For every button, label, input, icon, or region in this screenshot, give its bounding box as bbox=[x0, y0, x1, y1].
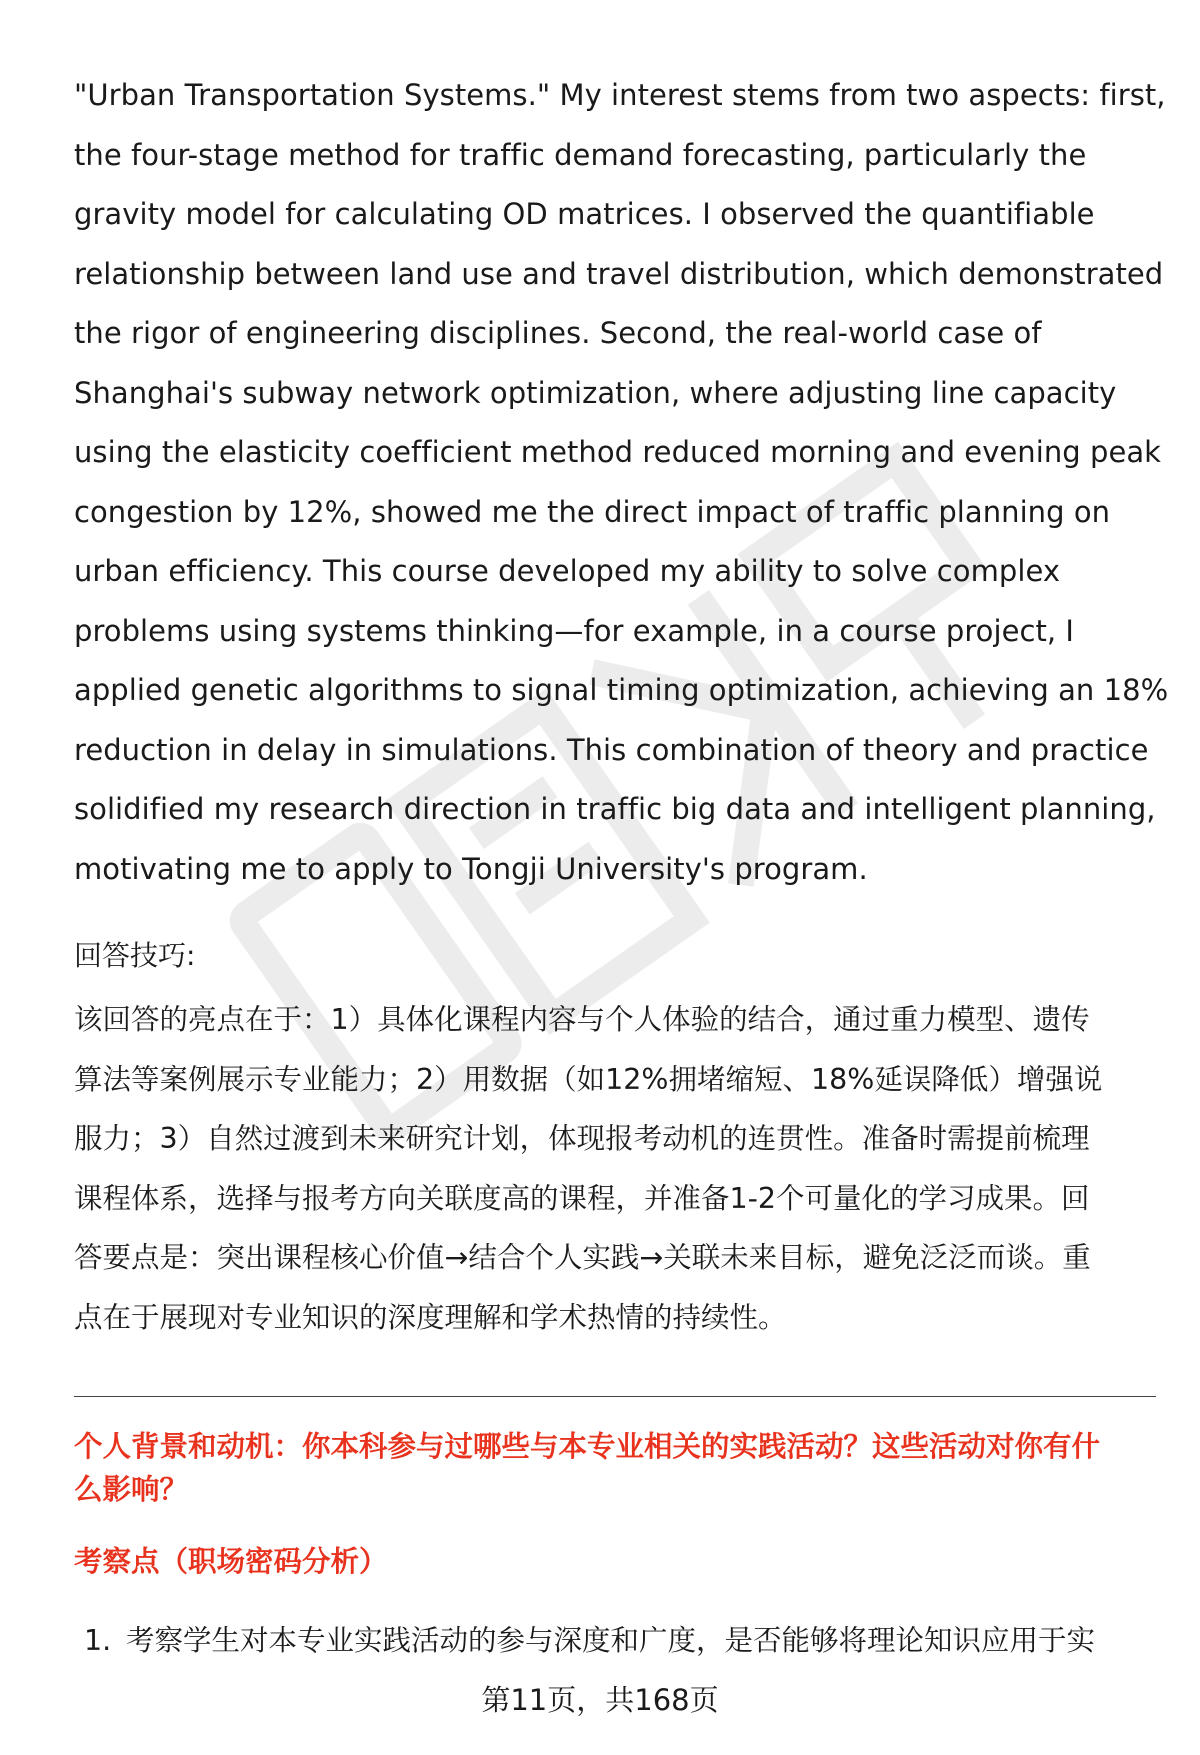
paragraph-line: applied genetic algorithms to signal timing optimization, achieving an 18% bbox=[74, 673, 1169, 707]
paragraph-line: the four-stage method for traffic demand forecasting, particularly the bbox=[74, 137, 1087, 172]
tips-line: 点在于展现对专业知识的深度理解和学术热情的持续性。 bbox=[74, 1300, 787, 1334]
paragraph-line: problems using systems thinking—for example, in a course project, I bbox=[74, 613, 1075, 648]
tips-heading: 回答技巧: bbox=[74, 939, 196, 972]
list-item bbox=[84, 1621, 1164, 1661]
answer-paragraph bbox=[74, 66, 1169, 899]
page-number: 第11页，共168页 bbox=[481, 1683, 719, 1717]
question-heading bbox=[74, 1425, 1164, 1511]
question-line: 么影响？ bbox=[74, 1473, 189, 1506]
tips-line: 课程体系，选择与报考方向关联度高的课程，并准备1-2个可量化的学习成果。回 bbox=[74, 1181, 1090, 1215]
list-item-number: 1. bbox=[84, 1624, 112, 1657]
paragraph-line: the rigor of engineering disciplines. Second, the real-world case of bbox=[74, 316, 1042, 350]
tips-paragraph bbox=[74, 990, 1154, 1347]
paragraph-line: solidified my research direction in traffic big data and intelligent planning, bbox=[74, 792, 1156, 826]
list-item-text: 考察学生对本专业实践活动的参与深度和广度，是否能够将理论知识应用于实 bbox=[126, 1624, 1096, 1657]
paragraph-line: congestion by 12%, showed me the direct impact of traffic planning on bbox=[74, 494, 1111, 529]
assessment-heading: 考察点（职场密码分析） bbox=[74, 1545, 388, 1578]
tips-line: 算法等案例展示专业能力；2）用数据（如12%拥堵缩短、18%延误降低）增强说 bbox=[74, 1062, 1103, 1096]
paragraph-line: reduction in delay in simulations. This combination of theory and practice bbox=[74, 732, 1149, 767]
paragraph-line: gravity model for calculating OD matrices. I observed the quantifiable bbox=[74, 197, 1095, 231]
paragraph-line: motivating me to apply to Tongji University's program. bbox=[74, 851, 868, 886]
tips-line: 服力；3）自然过渡到未来研究计划，体现报考动机的连贯性。准备时需提前梳理 bbox=[74, 1122, 1090, 1155]
tips-line: 该回答的亮点在于：1）具体化课程内容与个人体验的结合，通过重力模型、遗传 bbox=[74, 1003, 1090, 1036]
paragraph-line: relationship between land use and travel distribution, which demonstrated bbox=[74, 256, 1164, 291]
paragraph-line: Shanghai's subway network optimization, where adjusting line capacity bbox=[74, 375, 1117, 410]
tips-line: 答要点是：突出课程核心价值→结合个人实践→关联未来目标，避免泛泛而谈。重 bbox=[74, 1241, 1091, 1274]
paragraph-line: "Urban Transportation Systems." My interest stems from two aspects: first, bbox=[74, 78, 1166, 112]
section-divider bbox=[74, 1396, 1156, 1397]
question-line: 个人背景和动机：你本科参与过哪些与本专业相关的实践活动？这些活动对你有什 bbox=[74, 1430, 1101, 1463]
paragraph-line: urban efficiency. This course developed my ability to solve complex bbox=[74, 554, 1061, 588]
paragraph-line: using the elasticity coefficient method reduced morning and evening peak bbox=[74, 435, 1162, 469]
